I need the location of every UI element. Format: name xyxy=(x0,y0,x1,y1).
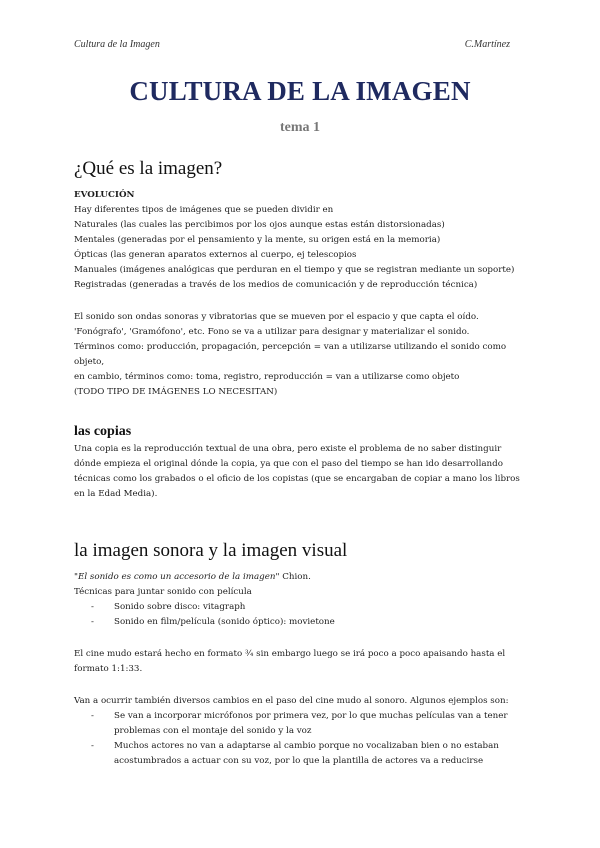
list-item-continuation: problemas con el montaje del sonido y la voz xyxy=(114,726,312,736)
formato-paragraph xyxy=(74,647,534,677)
list-item xyxy=(74,600,534,615)
list-item-text: Sonido sobre disco: vitagraph xyxy=(114,602,246,612)
cambios-block xyxy=(74,694,534,769)
list-item xyxy=(74,709,534,724)
list-dash: - xyxy=(91,741,94,751)
list-item-text: Muchos actores no van a adaptarse al cambio porque no vocalizaban bien o no estaban xyxy=(114,741,499,751)
paragraph-line: Técnicas para juntar sonido con película xyxy=(74,587,252,597)
list-dash: - xyxy=(91,602,94,612)
header-author: C.Martínez xyxy=(464,39,510,50)
header-course: Cultura de la Imagen xyxy=(74,39,160,50)
paragraph-line: Naturales (las cuales las percibimos por los ojos aunque estas están distorsionadas) xyxy=(74,220,445,230)
sonido-paragraph xyxy=(74,310,526,400)
paragraph-line: 'Fonógrafo', 'Gramófono', etc. Fono se va a utilizar para designar y materializar el sonido. xyxy=(74,327,470,337)
paragraph-line: en cambio, términos como: toma, registro, reproducción = van a utilizarse como objeto xyxy=(74,372,460,382)
list-item-text: Se van a incorporar micrófonos por primera vez, por lo que muchas películas van a tener xyxy=(114,711,508,721)
list-item-text: Sonido en film/película (sonido óptico): movietone xyxy=(114,617,335,627)
list-dash: - xyxy=(91,617,94,627)
quote-text: "El sonido es como un accesorio de la imagen" xyxy=(74,572,280,582)
evolucion-label: EVOLUCIÓN xyxy=(74,190,135,200)
paragraph-line: en la Edad Media). xyxy=(74,489,158,499)
paragraph-line: El sonido son ondas sonoras y vibratorias que se mueven por el espacio y que capta el oído. xyxy=(74,312,479,322)
paragraph-line: Manuales (imágenes analógicas que perduran en el tiempo y que se registran mediante un soporte) xyxy=(74,265,515,275)
list-item xyxy=(74,615,534,630)
section-heading-las-copias: las copias xyxy=(74,424,132,439)
evolucion-block xyxy=(74,188,534,293)
paragraph-line: Registradas (generadas a través de los medios de comunicación y de reproducción técnica) xyxy=(74,280,478,290)
paragraph-line: Términos como: producción, propagación, percepción = van a utilizarse utilizando el sonido como objeto, xyxy=(74,342,507,367)
section-heading-que-es-la-imagen: ¿Qué es la imagen? xyxy=(74,158,223,179)
paragraph-line: dónde empieza el original dónde la copia, ya que con el paso del tiempo se han ido desarrollando xyxy=(74,459,503,469)
paragraph-line: Ópticas (las generan aparatos externos al cuerpo, ej telescopios xyxy=(74,250,357,260)
list-item xyxy=(74,739,534,754)
copias-paragraph xyxy=(74,442,534,502)
paragraph-line: (TODO TIPO DE IMÁGENES LO NECESITAN) xyxy=(74,387,278,397)
paragraph-line: Hay diferentes tipos de imágenes que se pueden dividir en xyxy=(74,205,334,215)
document-title: CULTURA DE LA IMAGEN xyxy=(129,76,471,106)
list-dash: - xyxy=(91,711,94,721)
quote-line xyxy=(74,570,534,585)
paragraph-line: El cine mudo estará hecho en formato ¾ sin embargo luego se irá poco a poco apaisando hasta el xyxy=(74,649,506,659)
section-heading-imagen-sonora: la imagen sonora y la imagen visual xyxy=(74,540,348,561)
paragraph-line: Van a ocurrir también diversos cambios en el paso del cine mudo al sonoro. Algunos ejemplos son: xyxy=(74,696,509,706)
quote-author: Chion. xyxy=(279,572,311,582)
document-subtitle: tema 1 xyxy=(279,120,321,135)
tecnicas-block xyxy=(74,570,534,630)
list-item-continuation: acostumbrados a actuar con su voz, por lo que la plantilla de actores va a reducirse xyxy=(114,756,484,766)
paragraph-line: formato 1:1:33. xyxy=(74,664,143,674)
paragraph-line: Una copia es la reproducción textual de una obra, pero existe el problema de no saber distinguir xyxy=(74,444,502,454)
paragraph-line: Mentales (generadas por el pensamiento y la mente, su origen está en la memoria) xyxy=(74,235,441,245)
paragraph-line: técnicas como los grabados o el oficio de los copistas (que se encargaban de copiar a mano los libros xyxy=(74,474,520,484)
